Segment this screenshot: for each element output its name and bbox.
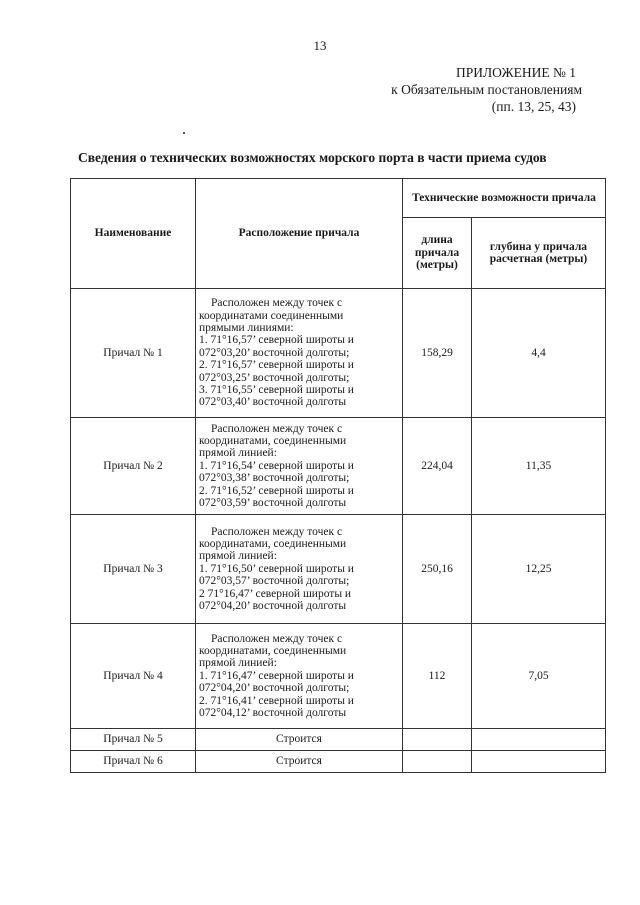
document-title: Сведения о технических возможностях морского порта в части приема судов <box>78 150 547 165</box>
berth-name: Причал № 5 <box>71 729 196 751</box>
table-row <box>71 515 606 624</box>
table-row <box>71 289 606 418</box>
berth-name: Причал № 2 <box>71 418 196 515</box>
header-technical: Технические возможности причала <box>403 179 606 218</box>
berth-name: Причал № 4 <box>71 624 196 729</box>
berth-length: 250,16 <box>403 515 472 624</box>
berth-location <box>196 624 403 729</box>
scan-artifact-dot <box>183 132 185 134</box>
berth-depth: 12,25 <box>472 515 606 624</box>
header-name: Наименование <box>71 179 196 289</box>
location-line: Расположен между точек с <box>211 632 343 645</box>
location-line: 072°03,38’ восточной долготы; <box>199 472 350 485</box>
berth-length: 224,04 <box>403 418 472 515</box>
location-line: 072°03,59’ восточной долготы <box>199 497 347 510</box>
berth-name: Причал № 3 <box>71 515 196 624</box>
table-row <box>71 418 606 515</box>
berth-length <box>403 729 472 751</box>
berth-location: Строится <box>196 751 403 773</box>
table-row <box>71 729 606 751</box>
berth-location <box>196 289 403 418</box>
location-line: 072°03,40’ восточной долготы <box>199 396 347 409</box>
location-line: координатами, соединенными <box>199 537 347 550</box>
appendix-title: ПРИЛОЖЕНИЕ № 1 <box>455 65 576 80</box>
appendix-header <box>391 64 582 115</box>
appendix-subtitle: к Обязательным постановлениям <box>391 82 582 97</box>
location-line: прямой линией: <box>199 447 277 460</box>
berth-name: Причал № 6 <box>71 751 196 773</box>
berth-depth <box>472 729 606 751</box>
berth-name: Причал № 1 <box>71 289 196 418</box>
berth-length: 112 <box>403 624 472 729</box>
header-depth: глубина у причала расчетная (метры) <box>472 218 606 289</box>
location-line: 1. 71°16,50’ северной широты и <box>199 562 354 575</box>
location-line: 1. 71°16,47’ северной широты и <box>199 669 354 682</box>
location-line: 072°04,20’ восточной долготы <box>199 600 347 613</box>
berths-table <box>70 178 606 773</box>
location-line: 072°03,25’ восточной долготы; <box>199 371 350 384</box>
header-location: Расположение причала <box>196 179 403 289</box>
header-length: длина причала (метры) <box>403 218 472 289</box>
page-number: 13 <box>313 38 327 53</box>
berth-depth <box>472 751 606 773</box>
location-line: координатами соединенными <box>199 309 344 322</box>
berth-location: Строится <box>196 729 403 751</box>
location-line: координатами, соединенными <box>199 434 347 447</box>
location-line: 2. 71°16,57’ северной широты и <box>199 359 354 372</box>
location-line: Расположен между точек с <box>211 525 343 538</box>
berth-length <box>403 751 472 773</box>
location-line: прямыми линиями: <box>199 321 294 334</box>
berth-depth: 11,35 <box>472 418 606 515</box>
berth-location <box>196 515 403 624</box>
table-header-row <box>71 179 606 218</box>
location-line: 2. 71°16,52’ северной широты и <box>199 484 354 497</box>
table-row <box>71 751 606 773</box>
location-line: 072°03,20’ восточной долготы; <box>199 346 350 359</box>
location-line: 1. 71°16,57’ северной широты и <box>199 334 354 347</box>
berth-length: 158,29 <box>403 289 472 418</box>
location-line: 072°03,57’ восточной долготы; <box>199 575 350 588</box>
berth-depth: 7,05 <box>472 624 606 729</box>
location-line: 072°04,12’ восточной долготы <box>199 707 347 720</box>
location-line: Расположен между точек с <box>211 422 343 435</box>
location-line: 072°04,20’ восточной долготы; <box>199 682 350 695</box>
location-line: координатами, соединенными <box>199 644 347 657</box>
berth-depth: 4,4 <box>472 289 606 418</box>
location-line: 2. 71°16,41’ северной широты и <box>199 694 354 707</box>
table-row <box>71 624 606 729</box>
appendix-reference: (пп. 13, 25, 43) <box>491 99 576 114</box>
location-line: прямой линией: <box>199 657 277 670</box>
location-line: прямой линией: <box>199 550 277 563</box>
location-line: 3. 71°16,55’ северной широты и <box>199 384 354 397</box>
location-line: 1. 71°16,54’ северной широты и <box>199 459 354 472</box>
location-line: Расположен между точек с <box>211 297 343 310</box>
location-line: 2 71°16,47’ северной широты и <box>199 587 352 600</box>
berth-location <box>196 418 403 515</box>
